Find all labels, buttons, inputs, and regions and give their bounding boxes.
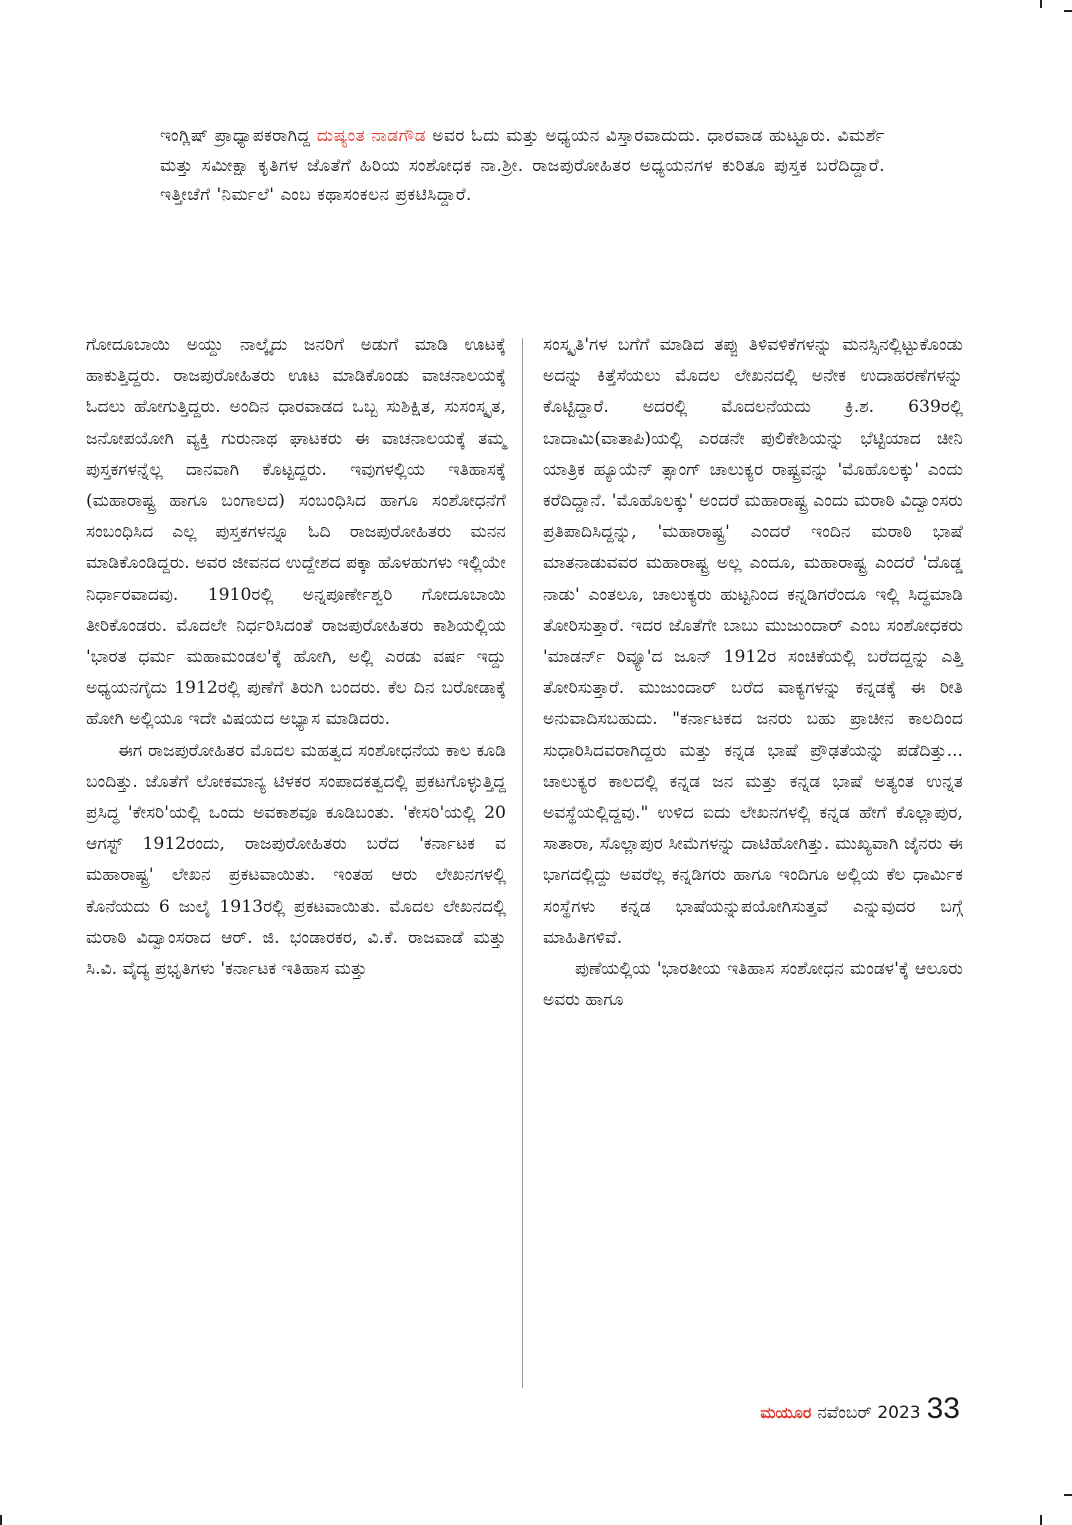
crop-mark: [1064, 10, 1072, 12]
left-column: [86, 330, 506, 985]
bio-post: ಅವರ ಓದು ಮತ್ತು ಅಧ್ಯಯನ ವಿಸ್ತಾರವಾದುದು. ಧಾರವಾಡ ಹುಟ್ಟೂರು. ವಿಮರ್ಶೆ ಮತ್ತು ಸಮೀಕ್ಷಾ ಕೃತಿಗಳ ಜೊತೆಗೆ ಹಿರಿಯ ಸಂಶೋಧಕ ನಾ.ಶ್ರೀ. ರಾಜಪುರೋಹಿತರ ಅಧ್ಯಯನಗಳ ಕುರಿತೂ ಪುಸ್ತಕ ಬರೆದಿದ್ದಾರೆ. ಇತ್ತೀಚೆಗೆ 'ನಿರ್ಮಲೆ' ಎಂಬ ಕಥಾಸಂಕಲನ ಪ್ರಕಟಿಸಿದ್ದಾರೆ.: [160, 126, 885, 205]
magazine-name: ಮಯೂರ: [760, 1403, 812, 1422]
page-number: 33: [926, 1392, 960, 1425]
right-column: [543, 330, 963, 1016]
author-name: ದುಷ್ಯಂತ ನಾಡಗೌಡ: [316, 126, 427, 146]
crop-mark: [1040, 1515, 1042, 1525]
crop-mark: [0, 1515, 2, 1525]
paragraph: ಈಗ ರಾಜಪುರೋಹಿತರ ಮೊದಲ ಮಹತ್ವದ ಸಂಶೋಧನೆಯ ಕಾಲ ಕೂಡಿ ಬಂದಿತ್ತು. ಜೊತೆಗೆ ಲೋಕಮಾನ್ಯ ಟಿಳಕರ ಸಂಪಾದಕತ್ವದಲ್ಲಿ ಪ್ರಕಟಗೊಳ್ಳುತ್ತಿದ್ದ ಪ್ರಸಿದ್ಧ 'ಕೇಸರಿ'ಯಲ್ಲಿ ಒಂದು ಅವಕಾಶವೂ ಕೂಡಿಬಂತು. 'ಕೇಸರಿ'ಯಲ್ಲಿ 20 ಆಗಸ್ಟ್ 1912ರಂದು, ರಾಜಪುರೋಹಿತರು ಬರೆದ 'ಕರ್ನಾಟಕ ವ ಮಹಾರಾಷ್ಟ್ರ' ಲೇಖನ ಪ್ರಕಟವಾಯಿತು. ಇಂತಹ ಆರು ಲೇಖನಗಳಲ್ಲಿ ಕೊನೆಯದು 6 ಜುಲೈ 1913ರಲ್ಲಿ ಪ್ರಕಟವಾಯಿತು. ಮೊದಲ ಲೇಖನದಲ್ಲಿ ಮರಾಠಿ ವಿದ್ವಾಂಸರಾದ ಆರ್. ಜಿ. ಭಂಡಾರಕರ, ವಿ.ಕೆ. ರಾಜವಾಡೆ ಮತ್ತು ಸಿ.ವಿ. ವೈದ್ಯ ಪ್ರಭೃತಿಗಳು 'ಕರ್ನಾಟಕ ಇತಿಹಾಸ ಮತ್ತು: [86, 740, 506, 980]
bio-pre: ಇಂಗ್ಲಿಷ್ ಪ್ರಾಧ್ಯಾಪಕರಾಗಿದ್ದ: [160, 126, 317, 146]
paragraph: ಪುಣೆಯಲ್ಲಿಯ 'ಭಾರತೀಯ ಇತಿಹಾಸ ಸಂಶೋಧನ ಮಂಡಳ'ಕ್ಕೆ ಆಲೂರು ಅವರು ಹಾಗೂ: [543, 959, 963, 1011]
crop-mark: [1064, 1494, 1072, 1496]
issue-date: ನವೆಂಬರ್ 2023: [817, 1403, 921, 1423]
crop-mark: [1040, 0, 1042, 8]
page-footer: [760, 1392, 960, 1426]
paragraph: ಸಂಸ್ಕೃತಿ'ಗಳ ಬಗೆಗೆ ಮಾಡಿದ ತಪ್ಪು ತಿಳಿವಳಿಕೆಗಳನ್ನು ಮನಸ್ಸಿನಲ್ಲಿಟ್ಟುಕೊಂಡು ಅದನ್ನು ಕಿತ್ತೆಸೆಯಲು ಮೊದಲ ಲೇಖನದಲ್ಲಿ ಅನೇಕ ಉದಾಹರಣೆಗಳನ್ನು ಕೊಟ್ಟಿದ್ದಾರೆ. ಅದರಲ್ಲಿ ಮೊದಲನೆಯದು ಕ್ರಿ.ಶ. 639ರಲ್ಲಿ ಬಾದಾಮಿ(ವಾತಾಪಿ)ಯಲ್ಲಿ ಎರಡನೇ ಪುಲಿಕೇಶಿಯನ್ನು ಭೆಟ್ಟಿಯಾದ ಚೀನಿ ಯಾತ್ರಿಕ ಹ್ಯೂಯೆನ್ ತ್ಸಾಂಗ್ ಚಾಲುಕ್ಯರ ರಾಷ್ಟ್ರವನ್ನು 'ಮೊಹೊಲಕ್ಕು' ಎಂದು ಕರೆದಿದ್ದಾನೆ. 'ಮೊಹೊಲಕ್ಕು' ಅಂದರೆ ಮಹಾರಾಷ್ಟ್ರ ಎಂದು ಮರಾಠಿ ವಿದ್ವಾಂಸರು ಪ್ರತಿಪಾದಿಸಿದ್ದನ್ನು, 'ಮಹಾರಾಷ್ಟ್ರ' ಎಂದರೆ ಇಂದಿನ ಮರಾಠಿ ಭಾಷೆ ಮಾತನಾಡುವವರ ಮಹಾರಾಷ್ಟ್ರ ಅಲ್ಲ ಎಂದೂ, ಮಹಾರಾಷ್ಟ್ರ ಎಂದರೆ 'ದೊಡ್ಡ ನಾಡು' ಎಂತಲೂ, ಚಾಲುಕ್ಯರು ಹುಟ್ಟನಿಂದ ಕನ್ನಡಿಗರೆಂದೂ ಇಲ್ಲಿ ಸಿದ್ಧಮಾಡಿ ತೋರಿಸುತ್ತಾರೆ. ಇದರ ಜೊತೆಗೇ ಬಾಬು ಮುಜುಂದಾರ್ ಎಂಬ ಸಂಶೋಧಕರು 'ಮಾಡರ್ನ್ ರಿವ್ಯೂ'ದ ಜೂನ್ 1912ರ ಸಂಚಿಕೆಯಲ್ಲಿ ಬರೆದದ್ದನ್ನು ಎತ್ತಿ ತೋರಿಸುತ್ತಾರೆ. ಮುಜುಂದಾರ್ ಬರೆದ ವಾಕ್ಯಗಳನ್ನು ಕನ್ನಡಕ್ಕೆ ಈ ರೀತಿ ಅನುವಾದಿಸಬಹುದು. "ಕರ್ನಾಟಕದ ಜನರು ಬಹು ಪ್ರಾಚೀನ ಕಾಲದಿಂದ ಸುಧಾರಿಸಿದವರಾಗಿದ್ದರು ಮತ್ತು ಕನ್ನಡ ಭಾಷೆ ಪ್ರೌಢತೆಯನ್ನು ಪಡೆದಿತ್ತು... ಚಾಲುಕ್ಯರ ಕಾಲದಲ್ಲಿ ಕನ್ನಡ ಜನ ಮತ್ತು ಕನ್ನಡ ಭಾಷೆ ಅತ್ಯಂತ ಉನ್ನತ ಅವಸ್ಥೆಯಲ್ಲಿದ್ದವು." ಉಳಿದ ಐದು ಲೇಖನಗಳಲ್ಲಿ ಕನ್ನಡ ಹೇಗೆ ಕೊಲ್ಲಾಪುರ, ಸಾತಾರಾ, ಸೊಲ್ಲಾಪುರ ಸೀಮೆಗಳನ್ನು ದಾಟಿಹೋಗಿತ್ತು. ಮುಖ್ಯವಾಗಿ ಜೈನರು ಈ ಭಾಗದಲ್ಲಿದ್ದು ಅವರೆಲ್ಲ ಕನ್ನಡಿಗರು ಹಾಗೂ ಇಂದಿಗೂ ಅಲ್ಲಿಯ ಕೆಲ ಧಾರ್ಮಿಕ ಸಂಸ್ಥೆಗಳು ಕನ್ನಡ ಭಾಷೆಯನ್ನುಪಯೋಗಿಸುತ್ತವೆ ಎನ್ನುವುದರ ಬಗ್ಗೆ ಮಾಹಿತಿಗಳಿವೆ.: [543, 335, 963, 948]
column-divider: [522, 338, 523, 1388]
paragraph: ಗೋದೂಬಾಯಿ ಅಯ್ದು ನಾಲ್ಕೈದು ಜನರಿಗೆ ಅಡುಗೆ ಮಾಡಿ ಊಟಕ್ಕೆ ಹಾಕುತ್ತಿದ್ದರು. ರಾಜಪುರೋಹಿತರು ಊಟ ಮಾಡಿಕೊಂಡು ವಾಚನಾಲಯಕ್ಕೆ ಓದಲು ಹೋಗುತ್ತಿದ್ದರು. ಅಂದಿನ ಧಾರವಾಡದ ಒಬ್ಬ ಸುಶಿಕ್ಷಿತ, ಸುಸಂಸ್ಕೃತ, ಜನೋಪಯೋಗಿ ವ್ಯಕ್ತಿ ಗುರುನಾಥ ಘಾಟಕರು ಈ ವಾಚನಾಲಯಕ್ಕೆ ತಮ್ಮ ಪುಸ್ತಕಗಳನ್ನೆಲ್ಲ ದಾನವಾಗಿ ಕೊಟ್ಟದ್ದರು. ಇವುಗಳಲ್ಲಿಯ ಇತಿಹಾಸಕ್ಕೆ (ಮಹಾರಾಷ್ಟ್ರ ಹಾಗೂ ಬಂಗಾಲದ) ಸಂಬಂಧಿಸಿದ ಹಾಗೂ ಸಂಶೋಧನೆಗೆ ಸಂಬಂಧಿಸಿದ ಎಲ್ಲ ಪುಸ್ತಕಗಳನ್ನೂ ಓದಿ ರಾಜಪುರೋಹಿತರು ಮನನ ಮಾಡಿಕೊಂಡಿದ್ದರು. ಅವರ ಜೀವನದ ಉದ್ದೇಶದ ಪಕ್ಕಾ ಹೊಳಹುಗಳು ಇಲ್ಲಿಯೇ ನಿರ್ಧಾರವಾದವು. 1910ರಲ್ಲಿ ಅನ್ನಪೂರ್ಣೇಶ್ವರಿ ಗೋದೂಬಾಯಿ ತೀರಿಕೊಂಡರು. ಮೊದಲೇ ನಿರ್ಧರಿಸಿದಂತೆ ರಾಜಪುರೋಹಿತರು ಕಾಶಿಯಲ್ಲಿಯ 'ಭಾರತ ಧರ್ಮ ಮಹಾಮಂಡಲ'ಕ್ಕೆ ಹೋಗಿ, ಅಲ್ಲಿ ಎರಡು ವರ್ಷ ಇದ್ದು ಅಧ್ಯಯನಗೈದು 1912ರಲ್ಲಿ ಪುಣೆಗೆ ತಿರುಗಿ ಬಂದರು. ಕೆಲ ದಿನ ಬರೋಡಾಕ್ಕೆ ಹೋಗಿ ಅಲ್ಲಿಯೂ ಇದೇ ವಿಷಯದ ಅಭ್ಯಾಸ ಮಾಡಿದರು.: [86, 335, 506, 730]
author-bio: [160, 122, 885, 211]
